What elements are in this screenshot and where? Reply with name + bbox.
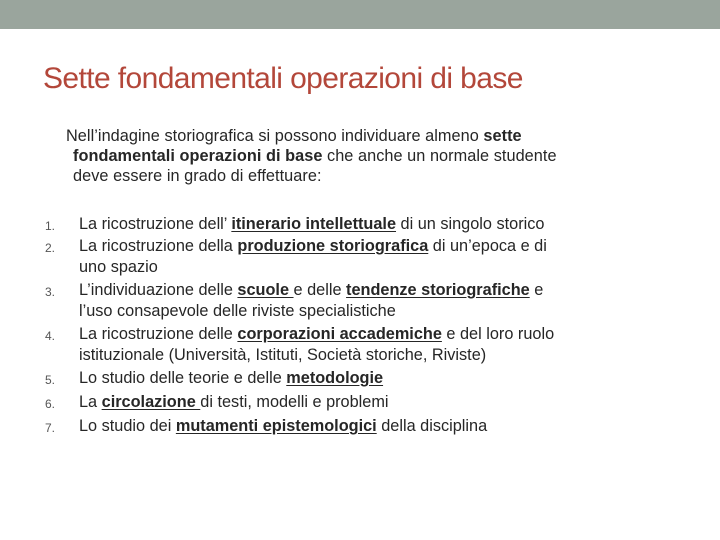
item-text	[79, 280, 679, 321]
slide-title: Sette fondamentali operazioni di base	[43, 62, 523, 95]
item-text-part: L’individuazione delle	[79, 281, 238, 299]
item-text	[79, 392, 679, 413]
item-key-term: mutamenti epistemologici	[175, 417, 377, 435]
item-key-term: circolazione	[101, 393, 201, 411]
item-number: 6.	[45, 397, 56, 411]
item-text-part: di testi, modelli e problemi	[200, 393, 389, 411]
item-text-part: Lo studio delle teorie e delle	[79, 369, 287, 387]
item-text	[79, 324, 679, 365]
intro-line-2	[66, 146, 676, 166]
item-number: 7.	[45, 421, 56, 435]
intro-text: Nell’indagine storiografica si possono individuare almeno	[66, 127, 484, 145]
item-text	[79, 368, 679, 389]
item-number: 5.	[45, 373, 56, 387]
item-text-continuation: istituzionale (Università, Istituti, Società storiche, Riviste)	[79, 345, 487, 364]
item-text-part: La	[79, 393, 102, 411]
item-text-part: La ricostruzione dell’	[79, 215, 232, 233]
intro-text: che anche un normale studente	[322, 147, 557, 165]
item-text-part: di un’epoca e di	[428, 237, 547, 255]
top-accent-bar	[0, 0, 720, 29]
intro-line-1	[66, 126, 676, 146]
item-text-part: Lo studio dei	[79, 417, 176, 435]
item-text-part: e del loro ruolo	[441, 325, 555, 343]
item-text-continuation: l’uso consapevole delle riviste specialistiche	[79, 301, 396, 320]
item-number: 3.	[45, 285, 56, 299]
item-text-part: La ricostruzione della	[79, 237, 238, 255]
item-text-part: della disciplina	[376, 417, 488, 435]
item-text-part: e delle	[293, 281, 347, 299]
item-text-part: e	[529, 281, 544, 299]
intro-bold-text: fondamentali operazioni di base	[73, 147, 323, 165]
item-number: 2.	[45, 241, 56, 255]
item-key-term: scuole	[237, 281, 294, 299]
intro-line-3: deve essere in grado di effettuare:	[73, 167, 322, 185]
item-text-part: di un singolo storico	[396, 215, 545, 233]
item-key-term: produzione storiografica	[237, 237, 429, 255]
item-key-term: metodologie	[286, 369, 384, 387]
item-number: 4.	[45, 329, 56, 343]
item-text	[79, 416, 679, 437]
intro-bold-text: sette	[483, 127, 522, 145]
item-text-continuation: uno spazio	[79, 257, 158, 276]
item-key-term: corporazioni accademiche	[237, 325, 442, 343]
item-text	[79, 214, 679, 235]
item-key-term: itinerario intellettuale	[231, 215, 397, 233]
intro-paragraph	[66, 126, 676, 186]
item-text	[79, 236, 679, 277]
item-text-part: La ricostruzione delle	[79, 325, 238, 343]
item-key-term: tendenze storiografiche	[346, 281, 530, 299]
item-number: 1.	[45, 219, 56, 233]
